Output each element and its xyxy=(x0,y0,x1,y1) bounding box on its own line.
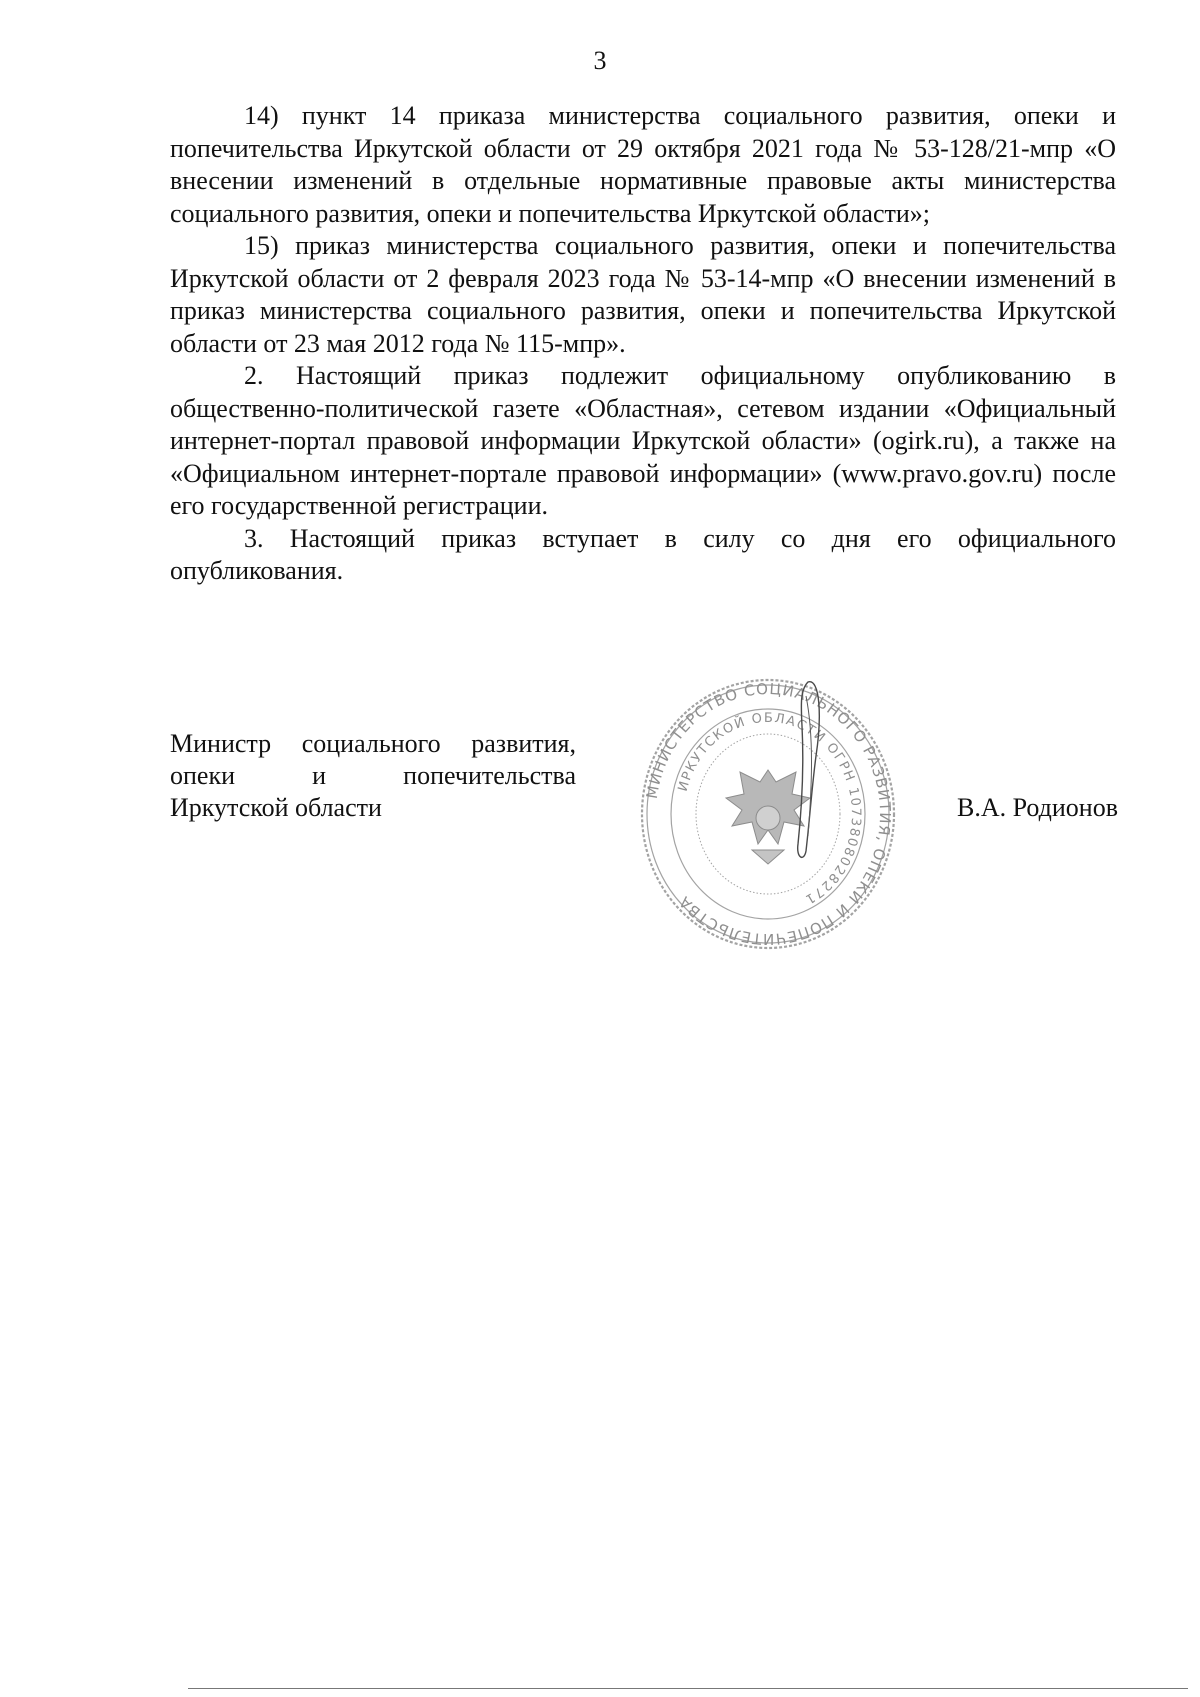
paragraph-item-15: 15) приказ министерства социального развития, опеки и попечительства Иркутской области от 2 февраля 2023 года № 53-14-мпр «О внесении изменений в приказ министерства социального развития, опеки и попечительства Иркутской области от 23 мая 2012 года № 115-мпр». xyxy=(170,231,1116,358)
stamp-outer-text: МИНИСТЕРСТВО СОЦИАЛЬНОГО РАЗВИТИЯ, ОПЕКИ И ПОПЕЧИТЕЛЬСТВА xyxy=(642,679,895,949)
signatory-name: В.А. Родионов xyxy=(956,793,1118,822)
stamp-inner-text: ИРКУТСКОЙ ОБЛАСТИ ОГРН 1073808028271 xyxy=(675,710,864,908)
page-bottom-rule xyxy=(188,1688,1188,1689)
handwritten-signature xyxy=(760,676,850,866)
signatory-position-line: опеки и попечительства xyxy=(170,761,576,790)
page-number: 3 xyxy=(593,46,607,75)
signatory-position xyxy=(170,728,576,824)
signatory-position-line: Иркутской области xyxy=(170,793,382,822)
paragraph-publication: 2. Настоящий приказ подлежит официальному опубликованию в общественно-политической газете «Областная», сетевом издании «Официальный интернет-портал правовой информации Иркутской области» (ogirk.ru), а также на «Официальном интернет-портале правовой информации» (www.pravo.gov.ru) после его государственной регистрации. xyxy=(170,361,1116,520)
paragraph-item-14: 14) пункт 14 приказа министерства социального развития, опеки и попечительства Иркутской области от 29 октября 2021 года № 53-128/21-мпр «О внесении изменений в отдельные нормативные правовые акты министерства социального развития, опеки и попечительства Иркутской области»; xyxy=(170,101,1116,228)
paragraph-effective-date: 3. Настоящий приказ вступает в силу со дня его официального опубликования. xyxy=(170,523,1116,585)
document-body xyxy=(170,100,1116,588)
signatory-position-line: Министр социального развития, xyxy=(170,729,576,758)
